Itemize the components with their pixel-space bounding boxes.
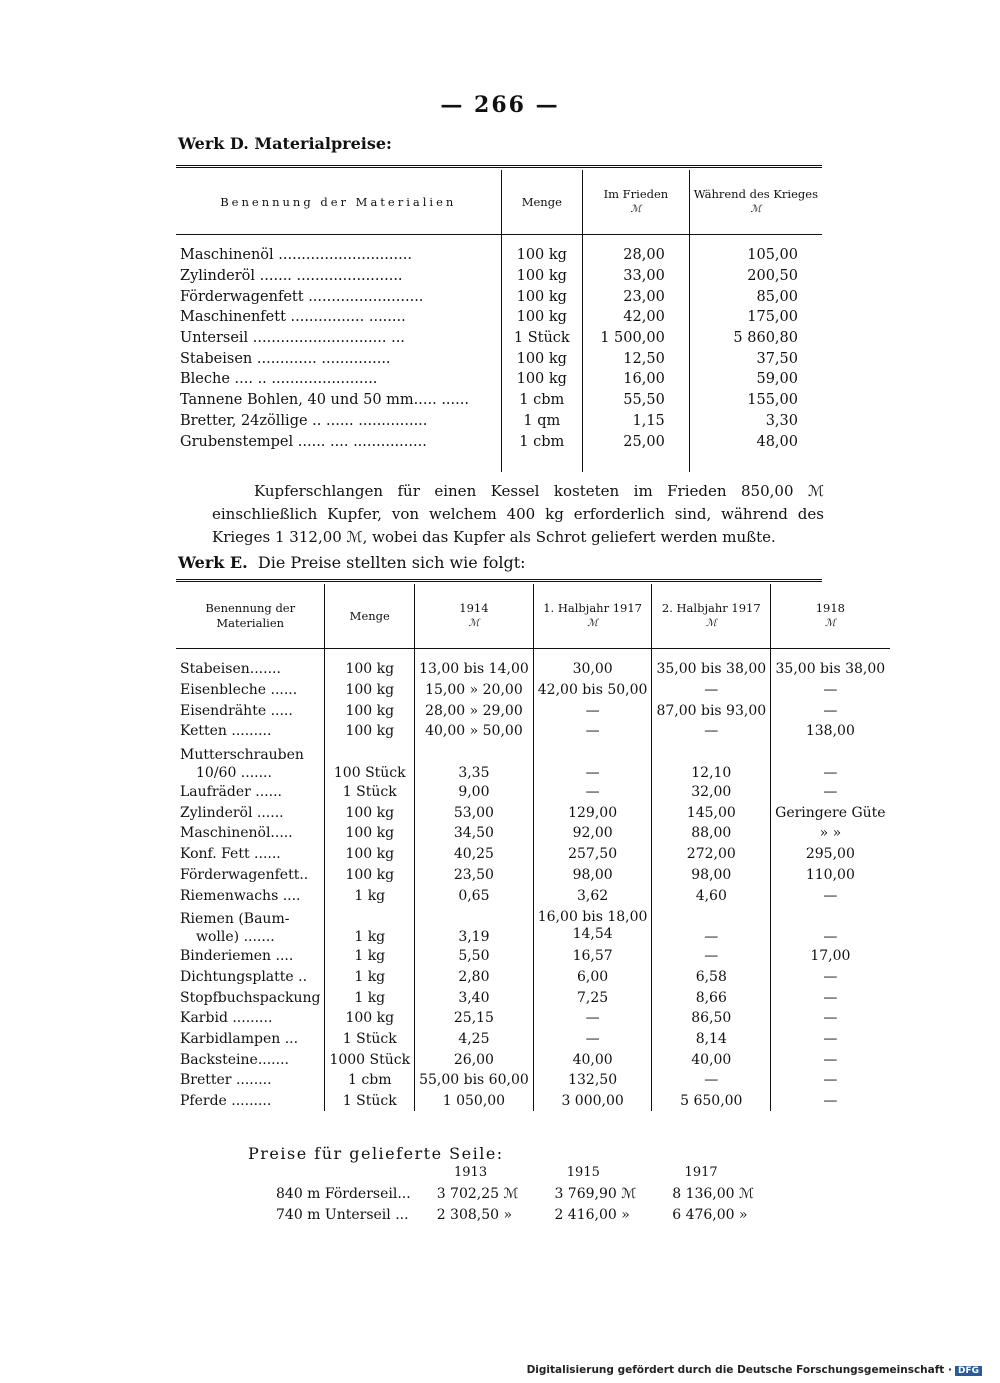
cell-c1917b: 87,00 bis 93,00 <box>652 700 771 721</box>
cell-c1917a: 3 000,00 <box>533 1091 652 1112</box>
cell-name: Bretter ........ <box>180 1072 272 1089</box>
cell-menge: 100 kg <box>325 659 415 680</box>
cell-menge: 1 Stück <box>501 328 582 349</box>
cell-c1917a: 3,62 <box>533 885 652 906</box>
table-werk-e <box>176 584 890 1111</box>
cell-c1917a: 129,00 <box>533 802 652 823</box>
table-row <box>176 865 890 886</box>
cell-name: Mutterschrauben 10/60 ....... <box>180 746 304 781</box>
cell-c1914: 9,00 <box>415 782 534 803</box>
cell-c1917a: 257,50 <box>533 844 652 865</box>
cell-name: Zylinderöl ....... ....................... <box>180 268 403 285</box>
cell-c1918: — <box>771 906 890 946</box>
cell-name: Unterseil ............................. ... <box>180 330 405 347</box>
table-row <box>176 431 822 452</box>
cell-c1917a: — <box>533 721 652 742</box>
cell-c1918: — <box>771 1091 890 1112</box>
cell-c1917a: — <box>533 782 652 803</box>
cell-c1917b: 4,60 <box>652 885 771 906</box>
cell-frieden: 1,15 <box>583 411 690 432</box>
table-row <box>176 307 822 328</box>
cell-c1918: — <box>771 1049 890 1070</box>
cell-c1914: 26,00 <box>415 1049 534 1070</box>
seile-row: 740 m Unterseil ... 2 308,50 » 2 416,00 » 6 476,00 » <box>276 1206 748 1223</box>
cell-c1917b: 5 650,00 <box>652 1091 771 1112</box>
cell-menge: 1 cbm <box>501 431 582 452</box>
cell-krieg: 105,00 <box>689 245 822 266</box>
cell-krieg: 59,00 <box>689 369 822 390</box>
cell-menge: 100 kg <box>501 245 582 266</box>
table-row <box>176 987 890 1008</box>
cell-menge: 1 cbm <box>501 390 582 411</box>
cell-menge: 1 kg <box>325 946 415 967</box>
cell-c1914: 15,00 » 20,00 <box>415 680 534 701</box>
cell-c1918: — <box>771 742 890 782</box>
seile-year-1917: 1917 <box>684 1165 718 1180</box>
cell-krieg: 48,00 <box>689 431 822 452</box>
cell-c1914: 25,15 <box>415 1008 534 1029</box>
col-header-1917-h2: 2. Halbjahr 1917 ℳ <box>652 584 771 649</box>
cell-c1918: — <box>771 987 890 1008</box>
cell-c1917a: 30,00 <box>533 659 652 680</box>
table-row <box>176 369 822 390</box>
cell-c1914: 3,19 <box>415 906 534 946</box>
cell-name: Stabeisen....... <box>180 661 281 678</box>
table-row <box>176 823 890 844</box>
cell-frieden: 28,00 <box>583 245 690 266</box>
table-row <box>176 659 890 680</box>
table-row <box>176 721 890 742</box>
cell-name: Maschinenfett ................ ........ <box>180 309 406 326</box>
cell-c1918: 138,00 <box>771 721 890 742</box>
cell-menge: 100 kg <box>325 721 415 742</box>
cell-menge: 1 qm <box>501 411 582 432</box>
cell-menge: 1 cbm <box>325 1070 415 1091</box>
table-row <box>176 1008 890 1029</box>
cell-c1918: Geringere Güte <box>771 802 890 823</box>
table-row <box>176 411 822 432</box>
cell-c1917b: — <box>652 906 771 946</box>
cell-frieden: 1 500,00 <box>583 328 690 349</box>
seile-table <box>270 1162 760 1225</box>
cell-krieg: 85,00 <box>689 286 822 307</box>
seile-year-1915: 1915 <box>566 1165 600 1180</box>
cell-c1917b: — <box>652 680 771 701</box>
cell-c1917b: 8,14 <box>652 1029 771 1050</box>
col-header-1914: 1914 ℳ <box>415 584 534 649</box>
table-row <box>176 328 822 349</box>
cell-menge: 100 kg <box>501 266 582 287</box>
cell-c1918: 35,00 bis 38,00 <box>771 659 890 680</box>
cell-name: Maschinenöl ............................. <box>180 247 412 264</box>
cell-frieden: 12,50 <box>583 348 690 369</box>
cell-menge: 1000 Stück <box>325 1049 415 1070</box>
cell-c1918: — <box>771 700 890 721</box>
cell-menge: 100 kg <box>325 1008 415 1029</box>
cell-name: Binderiemen .... <box>180 948 294 965</box>
table-row <box>176 1049 890 1070</box>
cell-c1914: 40,25 <box>415 844 534 865</box>
cell-c1917a: — <box>533 742 652 782</box>
table-row <box>176 286 822 307</box>
cell-c1914: 53,00 <box>415 802 534 823</box>
cell-menge: 1 kg <box>325 987 415 1008</box>
cell-menge: 100 kg <box>501 348 582 369</box>
cell-c1917a: — <box>533 1029 652 1050</box>
cell-menge: 1 kg <box>325 885 415 906</box>
cell-menge: 100 kg <box>325 802 415 823</box>
seile-year-1913: 1913 <box>454 1165 488 1180</box>
cell-name: Backsteine....... <box>180 1051 289 1068</box>
col-header-menge: Menge <box>325 584 415 649</box>
cell-menge: 100 kg <box>501 369 582 390</box>
cell-menge: 1 Stück <box>325 1029 415 1050</box>
table-werk-d <box>176 170 822 472</box>
col-header-menge: Menge <box>501 170 582 235</box>
table-row <box>176 348 822 369</box>
table-row <box>176 245 822 266</box>
cell-c1917b: 98,00 <box>652 865 771 886</box>
cell-name: Ketten ......... <box>180 723 272 740</box>
col-header-1917-h1: 1. Halbjahr 1917 ℳ <box>533 584 652 649</box>
cell-c1917a: 98,00 <box>533 865 652 886</box>
cell-name: Tannene Bohlen, 40 und 50 mm..... ...... <box>180 392 469 409</box>
cell-c1914: 4,25 <box>415 1029 534 1050</box>
cell-name: Laufräder ...... <box>180 784 282 801</box>
cell-c1914: 0,65 <box>415 885 534 906</box>
cell-menge: 100 kg <box>325 844 415 865</box>
werk-d-heading: Werk D. Materialpreise: <box>178 134 392 153</box>
table-row <box>176 680 890 701</box>
cell-menge: 1 Stück <box>325 1091 415 1112</box>
cell-c1914: 34,50 <box>415 823 534 844</box>
cell-c1918: — <box>771 885 890 906</box>
cell-menge: 100 kg <box>325 680 415 701</box>
cell-c1917a: 132,50 <box>533 1070 652 1091</box>
kupferschlangen-paragraph: Kupferschlangen für einen Kessel kosteten im Frieden 850,00 ℳ einschließlich Kupfer, von welchem 400 kg erforderlich sind, während des Krieges 1 312,00 ℳ, wobei das Kupfer als Schrot geliefert werden mußte. <box>212 482 824 546</box>
cell-c1917b: 145,00 <box>652 802 771 823</box>
cell-krieg: 200,50 <box>689 266 822 287</box>
cell-name: Bleche .... .. ....................... <box>180 371 378 388</box>
cell-c1917a: 6,00 <box>533 967 652 988</box>
cell-name: Stabeisen ............. ............... <box>180 350 391 367</box>
cell-krieg: 37,50 <box>689 348 822 369</box>
cell-c1917b: 40,00 <box>652 1049 771 1070</box>
table-row <box>176 844 890 865</box>
cell-c1914: 40,00 » 50,00 <box>415 721 534 742</box>
cell-name: Pferde ......... <box>180 1093 272 1110</box>
cell-c1917a: 40,00 <box>533 1049 652 1070</box>
cell-name: Dichtungsplatte .. <box>180 968 308 985</box>
cell-c1917b: 8,66 <box>652 987 771 1008</box>
cell-c1917a: — <box>533 1008 652 1029</box>
cell-krieg: 175,00 <box>689 307 822 328</box>
cell-c1917b: 12,10 <box>652 742 771 782</box>
cell-c1914: 55,00 bis 60,00 <box>415 1070 534 1091</box>
cell-frieden: 25,00 <box>583 431 690 452</box>
cell-c1917b: — <box>652 1070 771 1091</box>
cell-c1917a: — <box>533 700 652 721</box>
cell-menge: 1 kg <box>325 967 415 988</box>
cell-c1918: — <box>771 1029 890 1050</box>
cell-name: Riemenwachs .... <box>180 887 301 904</box>
cell-c1918: — <box>771 1070 890 1091</box>
seile-title: Preise für gelieferte Seile: <box>248 1144 504 1163</box>
cell-c1917b: 88,00 <box>652 823 771 844</box>
table-row <box>176 967 890 988</box>
cell-c1918: — <box>771 1008 890 1029</box>
cell-c1914: 3,40 <box>415 987 534 1008</box>
cell-c1918: — <box>771 967 890 988</box>
cell-name: Karbid ......... <box>180 1010 273 1027</box>
cell-c1917a: 42,00 bis 50,00 <box>533 680 652 701</box>
cell-menge: 100 kg <box>325 865 415 886</box>
cell-c1914: 1 050,00 <box>415 1091 534 1112</box>
cell-c1914: 3,35 <box>415 742 534 782</box>
cell-c1914: 5,50 <box>415 946 534 967</box>
cell-menge: 1 kg <box>325 906 415 946</box>
cell-c1917b: 6,58 <box>652 967 771 988</box>
cell-name: Maschinenöl..... <box>180 825 293 842</box>
table-row <box>176 906 890 946</box>
cell-name: Riemen (Baum- wolle) ....... <box>180 910 290 945</box>
cell-name: Stopfbuchspackung <box>180 989 321 1006</box>
cell-c1914: 13,00 bis 14,00 <box>415 659 534 680</box>
cell-menge: 100 kg <box>325 823 415 844</box>
cell-menge: 100 kg <box>501 286 582 307</box>
cell-menge: 100 kg <box>501 307 582 328</box>
cell-name: Konf. Fett ...... <box>180 846 281 863</box>
cell-c1917a: 16,57 <box>533 946 652 967</box>
werk-e-heading: Werk E. Die Preise stellten sich wie folgt: <box>178 553 526 572</box>
table-row <box>176 1029 890 1050</box>
cell-name: Förderwagenfett.. <box>180 866 309 883</box>
table-row <box>176 700 890 721</box>
cell-c1917b: 272,00 <box>652 844 771 865</box>
cell-frieden: 23,00 <box>583 286 690 307</box>
cell-c1917b: — <box>652 721 771 742</box>
table-e-top-rule <box>176 579 822 582</box>
dfg-footer: Digitalisierung gefördert durch die Deutsche Forschungsgemeinschaft · DFG <box>527 1364 982 1376</box>
table-row <box>176 266 822 287</box>
seile-row: 840 m Förderseil... 3 702,25 ℳ 3 769,90 ℳ 8 136,00 ℳ <box>276 1185 754 1202</box>
cell-c1918: — <box>771 782 890 803</box>
table-row <box>176 946 890 967</box>
cell-c1914: 2,80 <box>415 967 534 988</box>
table-row <box>176 802 890 823</box>
col-header-name: Benennung der Materialien <box>176 170 501 235</box>
cell-name: Eisendrähte ..... <box>180 702 293 719</box>
table-row <box>176 390 822 411</box>
col-header-krieg: Während des Krieges ℳ <box>689 170 822 235</box>
cell-krieg: 3,30 <box>689 411 822 432</box>
cell-name: Förderwagenfett ......................... <box>180 288 424 305</box>
cell-menge: 1 Stück <box>325 782 415 803</box>
cell-krieg: 155,00 <box>689 390 822 411</box>
page-number: — 266 — <box>440 92 560 118</box>
table-row <box>176 1070 890 1091</box>
cell-frieden: 16,00 <box>583 369 690 390</box>
table-row <box>176 742 890 782</box>
table-d-top-rule <box>176 165 822 168</box>
cell-c1917b: 35,00 bis 38,00 <box>652 659 771 680</box>
cell-c1917b: 86,50 <box>652 1008 771 1029</box>
table-row <box>176 782 890 803</box>
cell-c1918: 110,00 <box>771 865 890 886</box>
cell-name: Grubenstempel ...... .... ................ <box>180 433 427 450</box>
cell-c1918: 17,00 <box>771 946 890 967</box>
cell-frieden: 33,00 <box>583 266 690 287</box>
col-header-name: Benennung der Materialien <box>176 584 325 649</box>
cell-c1918: » » <box>771 823 890 844</box>
cell-menge: 100 kg <box>325 700 415 721</box>
cell-c1914: 28,00 » 29,00 <box>415 700 534 721</box>
table-row <box>176 1091 890 1112</box>
cell-krieg: 5 860,80 <box>689 328 822 349</box>
cell-c1917a: 92,00 <box>533 823 652 844</box>
cell-c1918: — <box>771 680 890 701</box>
cell-name: Karbidlampen ... <box>180 1030 299 1047</box>
cell-c1917a: 16,00 bis 18,00 14,54 <box>533 906 652 946</box>
cell-c1918: 295,00 <box>771 844 890 865</box>
dfg-logo-icon: DFG <box>955 1366 982 1376</box>
cell-menge: 100 Stück <box>325 742 415 782</box>
col-header-1918: 1918 ℳ <box>771 584 890 649</box>
cell-c1917a: 7,25 <box>533 987 652 1008</box>
cell-c1914: 23,50 <box>415 865 534 886</box>
cell-name: Bretter, 24zöllige .. ...... ............... <box>180 412 428 429</box>
table-row <box>176 885 890 906</box>
cell-frieden: 55,50 <box>583 390 690 411</box>
cell-c1917b: 32,00 <box>652 782 771 803</box>
cell-c1917b: — <box>652 946 771 967</box>
cell-frieden: 42,00 <box>583 307 690 328</box>
cell-name: Eisenbleche ...... <box>180 682 298 699</box>
col-header-frieden: Im Frieden ℳ <box>583 170 690 235</box>
cell-name: Zylinderöl ...... <box>180 804 284 821</box>
